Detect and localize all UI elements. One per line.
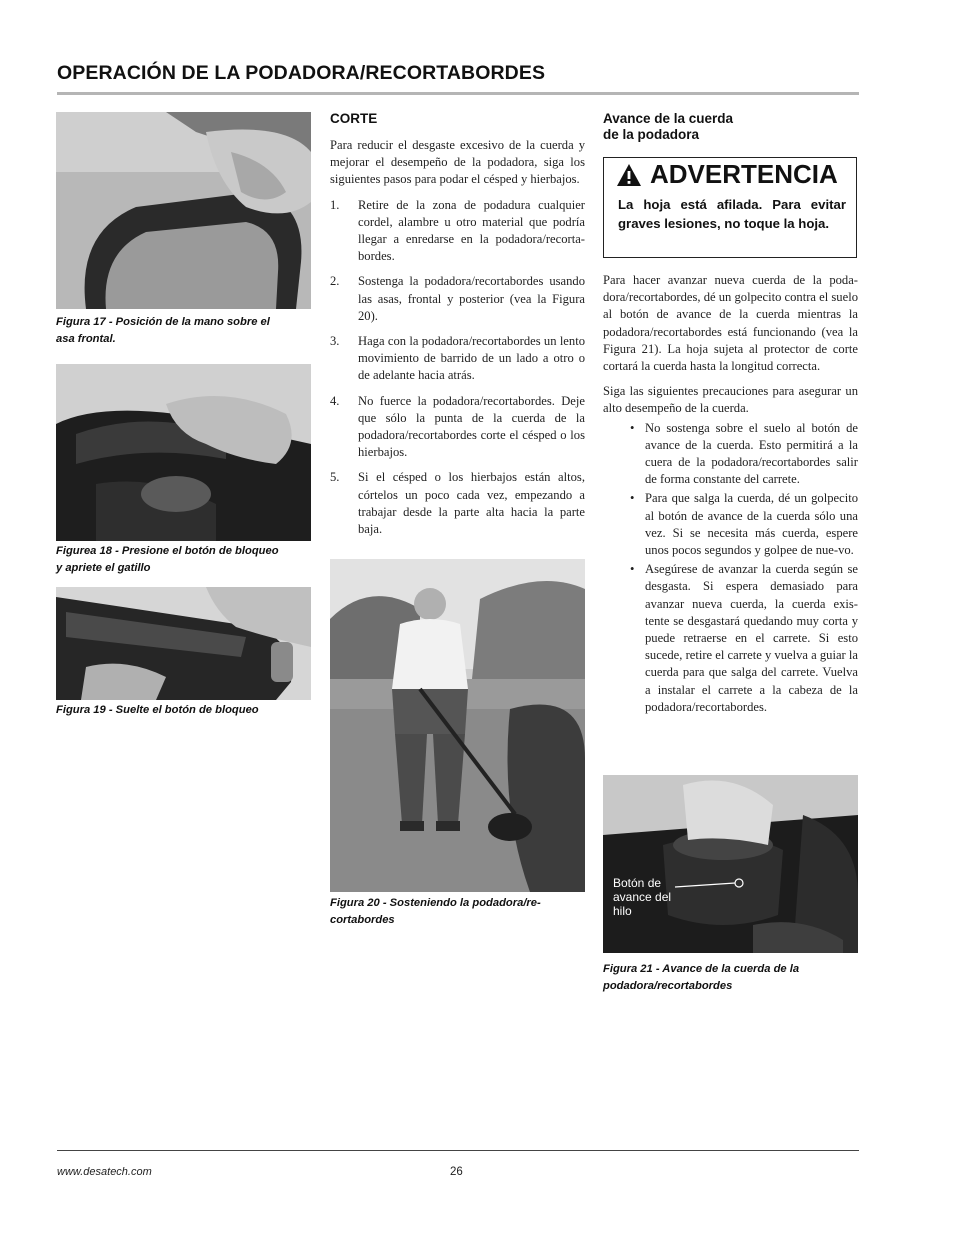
list-item — [603, 420, 858, 489]
caption-line: y apriete el gatillo — [56, 562, 151, 574]
caption-line: Figura 21 - Avance de la cuerda de la — [603, 963, 800, 975]
page-number: 26 — [450, 1166, 463, 1178]
avance-bullets — [603, 420, 858, 716]
bullet: • — [630, 562, 635, 577]
corte-intro: Para reducir el desgaste excesivo de la cuerda y mejorar el desempeño de la podadora, siga los siguientes pasos para podar el césped y hierbajos. — [330, 138, 585, 187]
warning-text: La hoja está afilada. Para evitar graves lesiones, no toque la hoja. — [618, 197, 846, 231]
step-text: Haga con la podadora/recortabordes un lento movimiento de barrido de un lado a otro o de adelante hacia atrás. — [358, 334, 585, 383]
figure-21-caption — [603, 961, 863, 995]
heading-line: Avance de la cuerda — [603, 111, 734, 126]
figure-18-photo — [56, 364, 311, 541]
list-item — [603, 490, 858, 559]
feed-button-label — [613, 876, 671, 918]
step-number: 1. — [330, 197, 340, 212]
corte-steps — [330, 197, 585, 539]
step-number: 4. — [330, 393, 340, 408]
warning-triangle-icon — [616, 163, 642, 187]
footer-url[interactable]: www.desatech.com — [57, 1166, 152, 1178]
list-item — [330, 469, 585, 538]
bullet-text: Para que salga la cuerda, dé un golpecito al botón de avance de la cuerda sólo una vez. Si se necesita más cuerda, espere unos pocos segundos y golpee de nue-vo. — [645, 491, 858, 558]
figure-20-photo — [330, 559, 585, 892]
avance-heading — [603, 111, 733, 143]
caption-line: Figura 17 - Posición de la mano sobre el — [56, 316, 270, 328]
avance-paragraph-1: Para hacer avanzar nueva cuerda de la poda-dora/recortabordes, dé un golpecito contra el suelo al botón de avance de la cuerda mientras la podadora/recortabordes está funcionando (vea la Figura 21). La hoja sujeta al protector de corte cortará la cuerda hasta la longitud correcta. — [603, 273, 858, 374]
caption-line: asa frontal. — [56, 333, 116, 345]
caption-line: cortabordes — [330, 914, 395, 926]
figure-19-caption: Figura 19 - Suelte el botón de bloqueo — [56, 704, 259, 716]
footer-divider — [57, 1150, 859, 1151]
caption-line: Figurea 18 - Presione el botón de bloqueo — [56, 545, 279, 557]
avance-body — [603, 272, 858, 718]
bullet: • — [630, 491, 635, 506]
warning-box — [603, 157, 857, 258]
figure-19-photo — [56, 587, 311, 700]
step-number: 5. — [330, 470, 340, 485]
corte-body — [330, 137, 585, 546]
title-divider — [57, 92, 859, 95]
label-line: Botón de — [613, 876, 662, 890]
list-item — [603, 561, 858, 716]
list-item — [330, 333, 585, 385]
step-text: No fuerce la podadora/recortabordes. Deje que sólo la punta de la cuerda de la podadora/recortabordes corte el césped o los hierbajos. — [358, 393, 585, 460]
step-number: 3. — [330, 334, 340, 349]
bullet: • — [630, 420, 635, 435]
label-line: hilo — [613, 904, 632, 918]
list-item — [330, 273, 585, 325]
label-line: avance del — [613, 890, 672, 904]
figure-17-caption — [56, 314, 316, 348]
bullet-text: No sostenga sobre el suelo al botón de avance de la cuerda. Esto permitirá a la cuera de la podadora/recortabordes salir de forma constante del carrete. — [645, 420, 858, 487]
step-text: Sostenga la podadora/recortabordes usando las asas, frontal y posterior (vea la Figura 20). — [358, 274, 585, 323]
warning-title — [616, 159, 838, 190]
page-title: OPERACIÓN DE LA PODADORA/RECORTABORDES — [57, 62, 546, 84]
step-text: Si el césped o los hierbajos están altos, córtelos un poco cada vez, empezando a trabajar desde la parte alta hacia la parte baja. — [358, 470, 585, 537]
avance-paragraph-2: Siga las siguientes precauciones para asegurar un alto desempeño de la cuerda. — [603, 384, 858, 416]
caption-line: Figura 20 - Sosteniendo la podadora/re- — [330, 897, 541, 909]
step-number: 2. — [330, 274, 340, 289]
figure-17-photo — [56, 112, 311, 309]
warning-title-text: ADVERTENCIA — [650, 159, 838, 189]
figure-21-photo — [603, 775, 858, 953]
caption-line: podadora/recortabordes — [603, 980, 733, 992]
heading-line: de la podadora — [603, 127, 700, 142]
bullet-text: Asegúrese de avanzar la cuerda según se desgasta. Si espera demasiado para avanzar nueva cuerda, la cuerda exis-tente se desgastará quedando muy corta y puede retraerse en el carrete. Si esto sucede, retire el carrete y vuelva a guiar la cuerda para que salga del carrete. Vuelva a instalar el carrete a la cabeza de la podadora/recortabordes. — [645, 562, 858, 714]
step-text: Retire de la zona de podadura cualquier cordel, alambre u otro material que podría llegar a enredarse en la podadora/recorta-bordes. — [358, 197, 585, 264]
figure-20-caption — [330, 895, 600, 929]
corte-heading: CORTE — [330, 111, 378, 126]
label-leader-line — [603, 775, 858, 953]
list-item — [330, 393, 585, 462]
figure-18-caption — [56, 543, 326, 577]
list-item — [330, 197, 585, 266]
